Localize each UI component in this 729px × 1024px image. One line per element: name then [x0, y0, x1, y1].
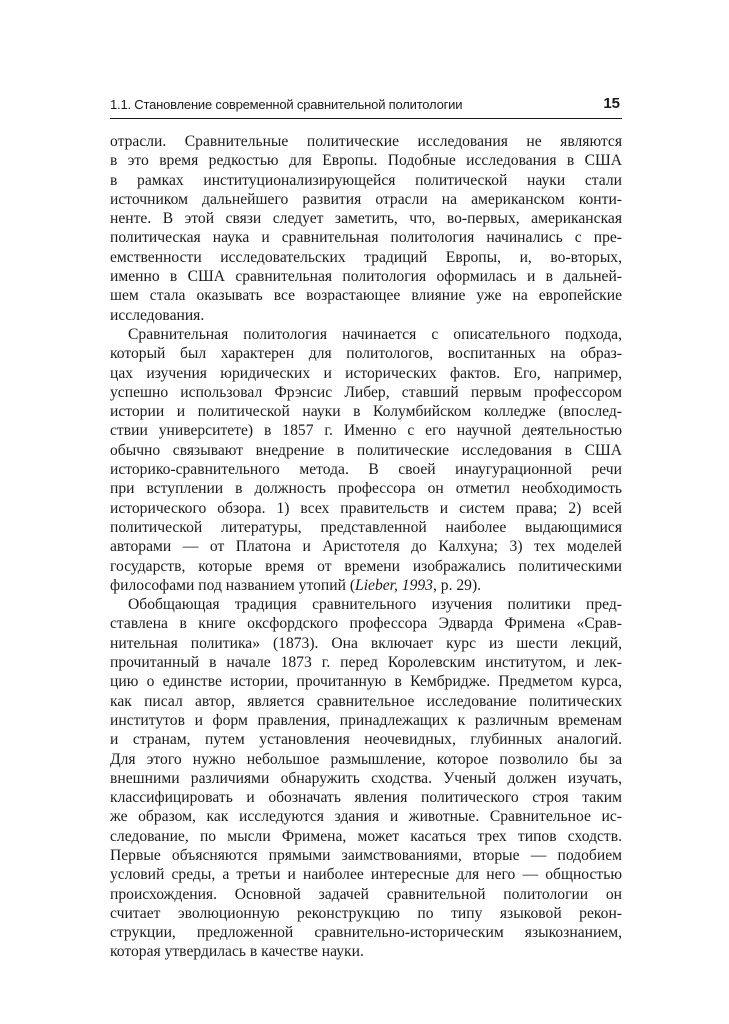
text-line: цию о единстве истории, прочитанную в Кембридже. Предметом курса, [110, 673, 622, 691]
text-segment: , p. 29). [432, 576, 482, 594]
paragraph-1 [110, 132, 622, 325]
page-number: 15 [603, 95, 620, 112]
paragraph-3 [110, 595, 622, 962]
text-line: условий среды, а третьи и наиболее интересные для него — общностью [110, 866, 622, 884]
text-line: которая утвердилась в качестве науки. [110, 943, 364, 961]
text-line: прочитанный в начале 1873 г. перед Королевским институтом, и лек- [110, 654, 622, 672]
text-line: именно в США сравнительная политология оформилась и в дальней- [110, 268, 622, 286]
text-line: в рамках институционализирующейся политической науки стали [110, 171, 622, 189]
running-title: 1.1. Становление современной сравнительной политологии [110, 97, 463, 112]
text-line: источником дальнейшего развития отрасли на американском конти- [110, 190, 622, 208]
text-line: государств, которые время от времени изображались политическими [110, 557, 622, 575]
text-segment: философами под названием утопий ( [110, 576, 356, 594]
text-line: классифицировать и обозначать явления политического строя таким [110, 789, 622, 807]
text-line: истории и политической науки в Колумбийском колледже (впослед- [110, 403, 622, 421]
body-text [110, 132, 622, 962]
text-line: ненте. В этой связи следует заметить, что, во-первых, американская [110, 210, 622, 228]
text-line: политической литературы, представленной наиболее выдающимися [110, 518, 622, 536]
text-line: при вступлении в должность профессора он отметил необходимость [110, 480, 622, 498]
text-line: ставлена в книге оксфордского профессора Эдварда Фримена «Срав- [110, 615, 622, 633]
text-line: который был характерен для политологов, воспитанных на образ- [110, 345, 622, 363]
text-line: емственности исследовательских традиций Европы, и, во-вторых, [110, 248, 622, 266]
text-line: следование, по мысли Фримена, может касаться трех типов сходств. [110, 827, 622, 845]
text-line: Сравнительная политология начинается с описательного подхода, [128, 325, 622, 343]
text-line: Обобщающая традиция сравнительного изучения политики пред- [128, 596, 622, 614]
text-line: ствии университете) в 1857 г. Именно с его научной деятельностью [110, 422, 622, 440]
text-line: нительная политика» (1873). Она включает курс из шести лекций, [110, 634, 622, 652]
text-line: Первые объясняются прямыми заимствованиями, вторые — подобием [110, 846, 622, 864]
paragraph-2 [110, 325, 622, 595]
running-header [110, 95, 622, 123]
text-line: исторического обзора. 1) всех правительств и систем права; 2) всей [110, 499, 622, 517]
text-line: успешно использовал Фрэнсис Либер, ставший первым профессором [110, 383, 622, 401]
text-line: авторами — от Платона и Аристотеля до Калхуна; 3) тех моделей [110, 538, 622, 556]
text-line: обычно связывают внедрение в политические исследования в США [110, 441, 622, 459]
text-line: в это время редкостью для Европы. Подобные исследования в США [110, 152, 622, 170]
text-line: происхождения. Основной задачей сравнительной политологии он [110, 885, 622, 903]
text-line: как писал автор, является сравнительное исследование политических [110, 692, 622, 710]
text-line: Для этого нужно небольшое размышление, которое позволило бы за [110, 750, 622, 768]
text-line: историко-сравнительного метода. В своей инаугурационной речи [110, 461, 622, 479]
text-line: и странам, путем установления неочевидных, глубинных аналогий. [110, 731, 622, 749]
text-line: исследования. [110, 306, 205, 324]
text-line: институтов и форм правления, принадлежащих к различным временам [110, 711, 622, 729]
text-line: шем стала оказывать все возрастающее влияние уже на европейские [110, 287, 622, 305]
text-line: же образом, как исследуются здания и животные. Сравнительное ис- [110, 808, 622, 826]
citation: Lieber, 1993 [355, 576, 433, 594]
text-line: внешними различиями обнаружить сходства. Ученый должен изучать, [110, 769, 622, 787]
text-line: струкции, предложенной сравнительно-историческим языкознанием, [110, 924, 622, 942]
header-rule [110, 118, 622, 119]
text-line: отрасли. Сравнительные политические исследования не являются [110, 133, 622, 150]
text-line: считает эволюционную реконструкцию по типу языковой рекон- [110, 904, 622, 922]
text-line: цах изучения юридических и исторических фактов. Его, например, [110, 364, 622, 382]
text-line-with-citation [110, 576, 622, 595]
text-line: политическая наука и сравнительная политология начинались с пре- [110, 229, 622, 247]
